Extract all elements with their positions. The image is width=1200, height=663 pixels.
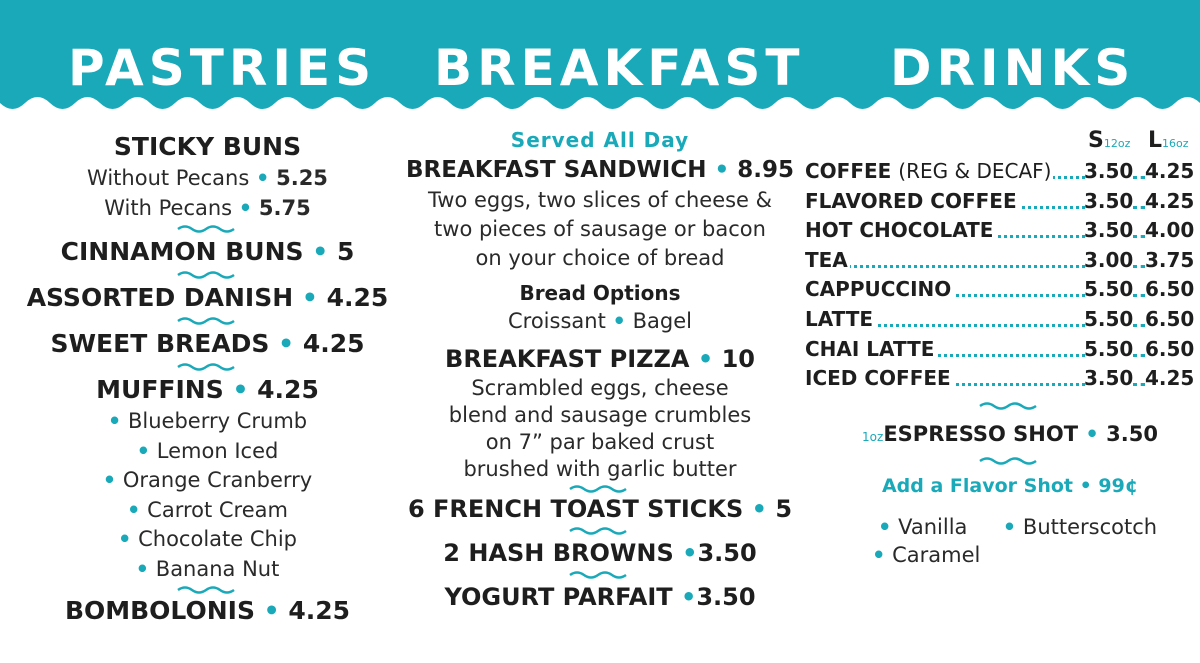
drink-name: CAPPUCCINO	[805, 275, 953, 304]
served-all-day-subtitle: Served All Day	[510, 128, 690, 152]
wave-divider	[176, 584, 240, 594]
drink-name: CHAI LATTE	[805, 335, 936, 364]
item-breakfast-sandwich: BREAKFAST SANDWICH • 8.95	[406, 157, 794, 183]
item-cinnamon-buns: CINNAMON BUNS • 5	[60, 237, 355, 266]
description-line: brushed with garlic butter	[463, 457, 737, 481]
drink-name: FLAVORED COFFEE	[805, 187, 1019, 216]
price: 8.95	[737, 157, 794, 183]
price-small: 3.50	[1084, 218, 1134, 242]
wave-divider	[176, 361, 240, 371]
price: 3.50	[696, 583, 756, 611]
drink-row	[805, 335, 1195, 364]
drink-row	[805, 275, 1195, 304]
item-sweet-breads: SWEET BREADS • 4.25	[50, 329, 365, 358]
price-small: 3.00	[1084, 248, 1134, 272]
pastries-column	[0, 130, 415, 628]
price-small: 3.50	[1084, 366, 1134, 390]
item-muffins: MUFFINS • 4.25	[96, 375, 319, 404]
drink-row	[805, 216, 1195, 245]
wave-divider	[568, 569, 632, 579]
muffin-flavor: • Orange Cranberry	[102, 468, 313, 492]
item-breakfast-pizza: BREAKFAST PIZZA • 10	[445, 345, 755, 373]
drink-name: LATTE	[805, 305, 875, 334]
price-small: 5.50	[1084, 337, 1134, 361]
muffin-flavor: • Banana Nut	[135, 556, 280, 581]
description-line: two pieces of sausage or bacon	[434, 217, 766, 241]
price-large: 6.50	[1145, 337, 1195, 361]
item-hash-browns: 2 HASH BROWNS •3.50	[443, 539, 757, 567]
muffin-flavor: • Carrot Cream	[127, 497, 288, 522]
drinks-extras	[820, 400, 1200, 501]
breakfast-column	[395, 126, 805, 613]
price: 5	[775, 495, 793, 523]
price-large: 4.00	[1145, 218, 1195, 242]
muffin-flavor: • Chocolate Chip	[117, 527, 297, 551]
sticky-buns-option: With Pecans • 5.75	[104, 195, 311, 220]
category-drinks: DRINKS	[890, 39, 1136, 97]
sticky-buns-option: Without Pecans • 5.25	[87, 166, 328, 190]
flavor-option: • Caramel	[872, 543, 981, 567]
wave-divider	[176, 269, 240, 279]
price-small: 5.50	[1084, 277, 1134, 301]
drink-row	[805, 305, 1195, 334]
drink-name: HOT CHOCOLATE	[805, 216, 995, 245]
price: 10	[721, 345, 755, 373]
price-small: 3.50	[1084, 189, 1134, 213]
price: 4.25	[288, 596, 351, 625]
wave-divider	[176, 223, 240, 233]
price-large: 4.25	[1145, 366, 1195, 390]
price-large: 4.25	[1145, 159, 1195, 183]
wave-divider	[978, 400, 1042, 410]
drink-name: TEA	[805, 246, 850, 275]
wave-divider	[568, 483, 632, 493]
item-bombolonis: BOMBOLONIS • 4.25	[64, 596, 351, 625]
category-breakfast: BREAKFAST	[434, 39, 805, 97]
price-large: 3.75	[1145, 248, 1195, 272]
bread-options-title: Bread Options	[519, 281, 681, 305]
price-small: 5.50	[1084, 307, 1134, 331]
price-large: 6.50	[1145, 277, 1195, 301]
category-pastries: PASTRIES	[68, 39, 377, 97]
drink-row	[805, 187, 1195, 216]
drink-row	[805, 364, 1195, 393]
flavor-shot-options	[872, 513, 1178, 569]
item-assorted-danish: ASSORTED DANISH • 4.25	[26, 283, 389, 312]
size-small-header: S12oz	[1088, 128, 1131, 153]
price: 5.25	[276, 166, 328, 190]
price-small: 3.50	[1084, 159, 1134, 183]
description-line: on your choice of bread	[475, 246, 725, 270]
bread-options: Croissant • Bagel	[508, 309, 692, 333]
item-espresso-shot: 1ozESPRESSO SHOT • 3.50	[862, 422, 1158, 446]
description-line: Two eggs, two slices of cheese &	[427, 188, 773, 212]
flavor-shot-label: Add a Flavor Shot • 99¢	[881, 475, 1139, 497]
size-large-header: L16oz	[1148, 128, 1189, 153]
drink-name: ICED COFFEE	[805, 364, 953, 393]
price: 3.50	[697, 539, 757, 567]
description-line: on 7” par baked crust	[485, 430, 715, 454]
flavor-option: • Vanilla • Butterscotch	[878, 515, 1158, 539]
price-large: 4.25	[1145, 189, 1195, 213]
item-french-toast-sticks: 6 FRENCH TOAST STICKS • 5	[407, 495, 793, 523]
price: 99¢	[1098, 475, 1139, 497]
espresso-size: 1oz	[862, 430, 884, 444]
wave-divider	[978, 455, 1042, 465]
price: 5.75	[258, 195, 311, 220]
wave-divider	[568, 525, 632, 535]
item-yogurt-parfait: YOGURT PARFAIT •3.50	[444, 583, 756, 611]
price: 4.25	[257, 375, 319, 404]
item-sticky-buns: STICKY BUNS	[113, 132, 302, 161]
price: 4.25	[326, 283, 389, 312]
drink-row	[805, 157, 1195, 186]
price-large: 6.50	[1145, 307, 1195, 331]
description-line: blend and sausage crumbles	[448, 403, 752, 427]
muffin-flavor: • Lemon Iced	[136, 438, 279, 463]
price: 3.50	[1106, 422, 1158, 446]
drink-name: COFFEE	[805, 159, 892, 183]
muffin-flavor: • Blueberry Crumb	[107, 409, 308, 433]
drink-row	[805, 246, 1195, 275]
drink-note: (REG & DECAF)	[898, 159, 1052, 183]
description-line: Scrambled eggs, cheese	[471, 376, 729, 400]
wave-divider	[176, 315, 240, 325]
price: 4.25	[302, 329, 365, 358]
price: 5	[336, 237, 355, 266]
